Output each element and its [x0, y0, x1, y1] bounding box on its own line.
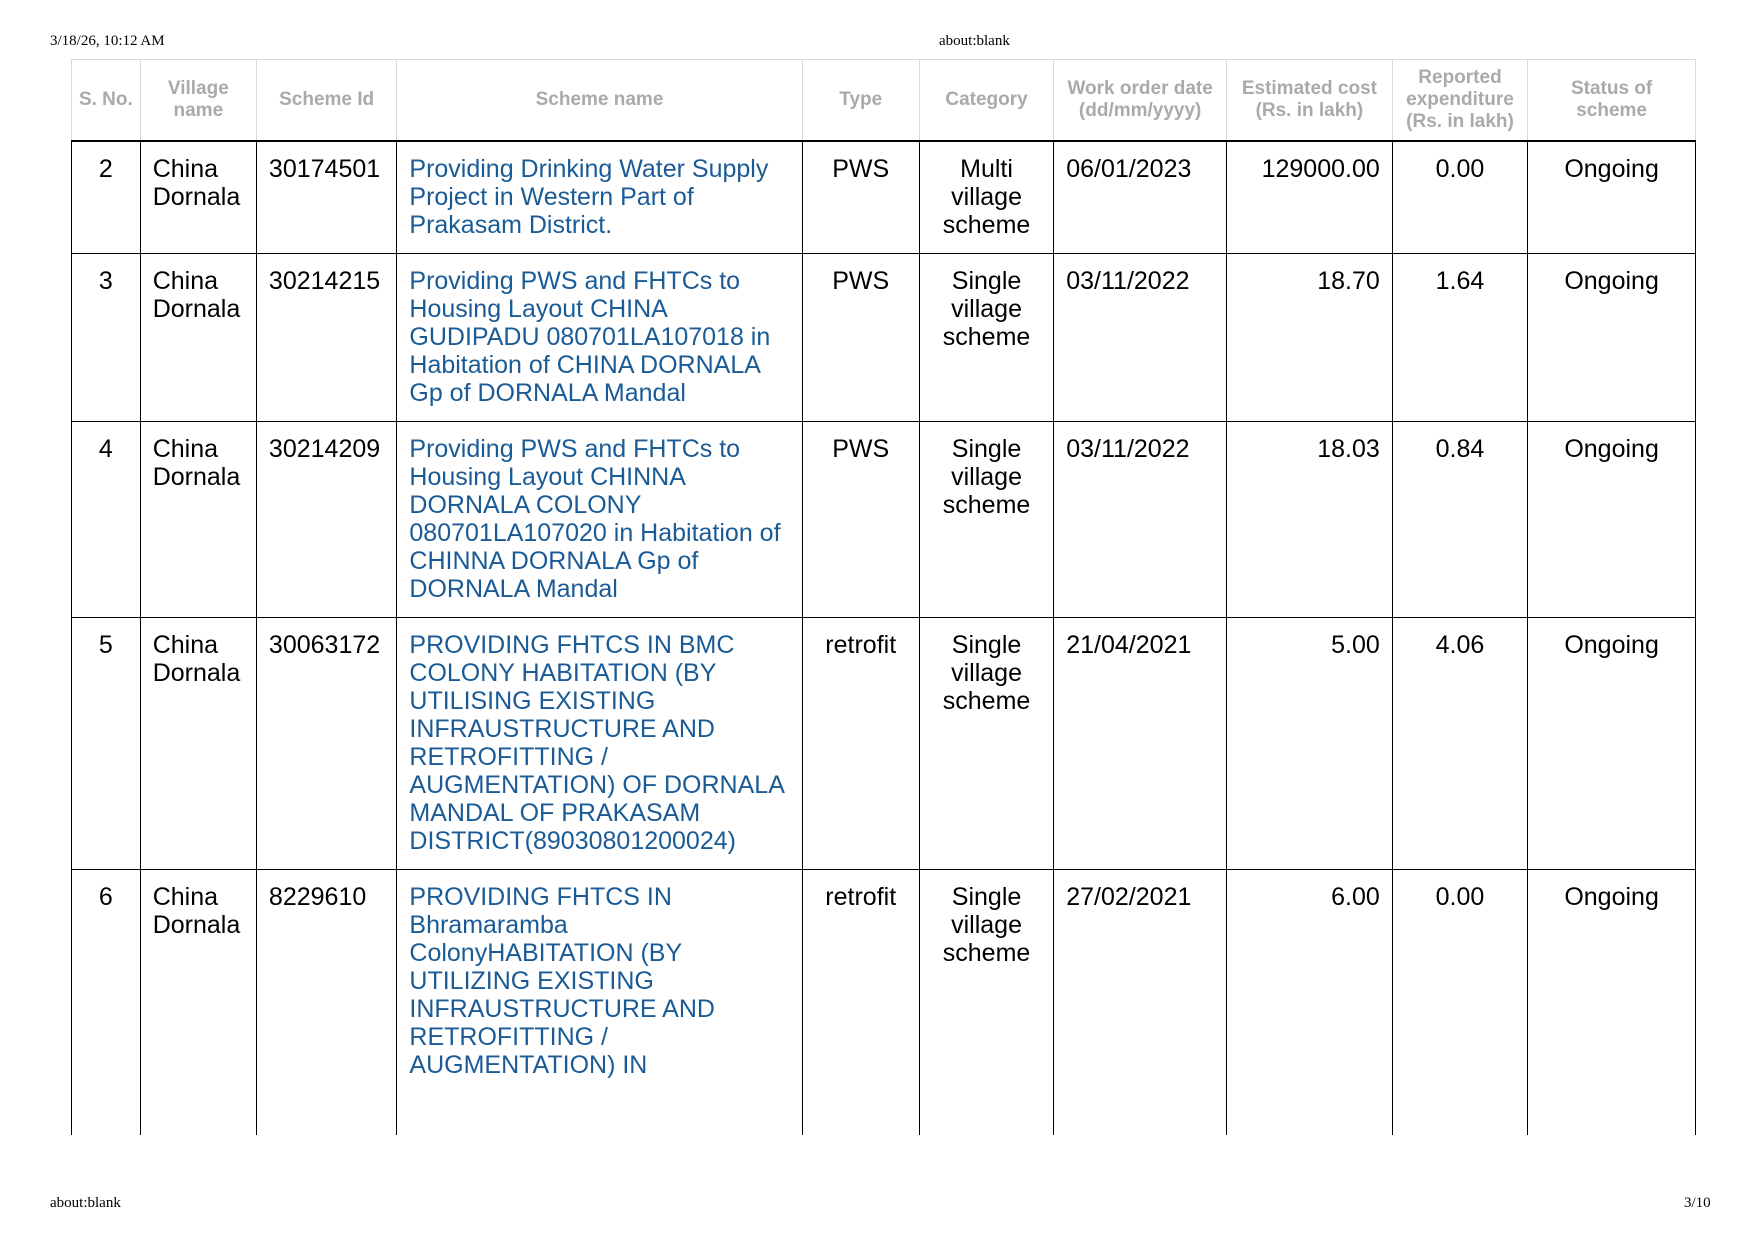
cell-scheme-name-link[interactable]: Providing PWS and FHTCs to Housing Layout CHINNA DORNALA COLONY 080701LA107020 in Habitation of CHINNA DORNALA Gp of DORNALA Mandal — [397, 422, 802, 618]
cell-scheme-name-link[interactable]: PROVIDING FHTCS IN BMC COLONY HABITATION (BY UTILISING EXISTING INFRAUSTRUCTURE AND RETROFITTING / AUGMENTATION) OF DORNALA MANDAL OF PRAKASAM DISTRICT(89030801200024) — [397, 618, 802, 870]
cell-sno: 4 — [72, 422, 141, 618]
cell-category: Single village scheme — [919, 870, 1053, 1136]
cell-scheme-id: 30214215 — [256, 254, 396, 422]
header-work-order-date: Work order date (dd/mm/yyyy) — [1054, 60, 1227, 142]
print-header-datetime: 3/18/26, 10:12 AM — [50, 33, 165, 49]
cell-reported-expenditure: 0.84 — [1392, 422, 1527, 618]
cell-scheme-name-link[interactable]: Providing PWS and FHTCs to Housing Layout CHINA GUDIPADU 080701LA107018 in Habitation of CHINA DORNALA Gp of DORNALA Mandal — [397, 254, 802, 422]
cell-village: China Dornala — [140, 141, 256, 254]
cell-work-order-date: 27/02/2021 — [1054, 870, 1227, 1136]
cell-type: retrofit — [802, 870, 919, 1136]
table-row — [72, 141, 1696, 254]
cell-work-order-date: 06/01/2023 — [1054, 141, 1227, 254]
cell-estimated-cost: 6.00 — [1227, 870, 1393, 1136]
cell-estimated-cost: 18.03 — [1227, 422, 1393, 618]
cell-status: Ongoing — [1528, 618, 1696, 870]
table-header-row — [72, 60, 1696, 142]
cell-sno: 2 — [72, 141, 141, 254]
cell-scheme-id: 30174501 — [256, 141, 396, 254]
cell-status: Ongoing — [1528, 254, 1696, 422]
cell-type: PWS — [802, 422, 919, 618]
header-status: Status of scheme — [1528, 60, 1696, 142]
print-footer-url: about:blank — [50, 1195, 121, 1211]
cell-reported-expenditure: 1.64 — [1392, 254, 1527, 422]
cell-work-order-date: 21/04/2021 — [1054, 618, 1227, 870]
cell-type: PWS — [802, 254, 919, 422]
cell-sno: 6 — [72, 870, 141, 1136]
header-type: Type — [802, 60, 919, 142]
cell-sno: 5 — [72, 618, 141, 870]
cell-scheme-name-link[interactable]: PROVIDING FHTCS IN Bhramaramba ColonyHABITATION (BY UTILIZING EXISTING INFRAUSTRUCTURE AND RETROFITTING / AUGMENTATION) IN — [397, 870, 802, 1136]
cell-work-order-date: 03/11/2022 — [1054, 422, 1227, 618]
header-reported-expenditure: Reported expenditure (Rs. in lakh) — [1392, 60, 1527, 142]
header-category: Category — [919, 60, 1053, 142]
cell-village: China Dornala — [140, 870, 256, 1136]
header-village: Village name — [140, 60, 256, 142]
cell-category: Single village scheme — [919, 254, 1053, 422]
cell-status: Ongoing — [1528, 141, 1696, 254]
cell-estimated-cost: 5.00 — [1227, 618, 1393, 870]
table-row — [72, 870, 1696, 1136]
cell-type: PWS — [802, 141, 919, 254]
cell-scheme-id: 8229610 — [256, 870, 396, 1136]
cell-sno: 3 — [72, 254, 141, 422]
cell-status: Ongoing — [1528, 422, 1696, 618]
cell-scheme-id: 30214209 — [256, 422, 396, 618]
cell-scheme-name-link[interactable]: Providing Drinking Water Supply Project in Western Part of Prakasam District. — [397, 141, 802, 254]
cell-reported-expenditure: 4.06 — [1392, 618, 1527, 870]
header-scheme-name: Scheme name — [397, 60, 802, 142]
cell-estimated-cost: 18.70 — [1227, 254, 1393, 422]
cell-village: China Dornala — [140, 254, 256, 422]
header-sno: S. No. — [72, 60, 141, 142]
cell-reported-expenditure: 0.00 — [1392, 141, 1527, 254]
cell-status: Ongoing — [1528, 870, 1696, 1136]
cell-scheme-id: 30063172 — [256, 618, 396, 870]
cell-category: Single village scheme — [919, 422, 1053, 618]
cell-work-order-date: 03/11/2022 — [1054, 254, 1227, 422]
cell-estimated-cost: 129000.00 — [1227, 141, 1393, 254]
table-row — [72, 618, 1696, 870]
cell-category: Multi village scheme — [919, 141, 1053, 254]
print-footer-page-number: 3/10 — [1684, 1195, 1711, 1211]
cell-reported-expenditure: 0.00 — [1392, 870, 1527, 1136]
cell-village: China Dornala — [140, 618, 256, 870]
schemes-table — [71, 59, 1696, 1135]
cell-type: retrofit — [802, 618, 919, 870]
cell-village: China Dornala — [140, 422, 256, 618]
header-scheme-id: Scheme Id — [256, 60, 396, 142]
table-row — [72, 422, 1696, 618]
cell-category: Single village scheme — [919, 618, 1053, 870]
header-estimated-cost: Estimated cost (Rs. in lakh) — [1227, 60, 1393, 142]
print-header-title: about:blank — [939, 33, 1010, 49]
table-row — [72, 254, 1696, 422]
